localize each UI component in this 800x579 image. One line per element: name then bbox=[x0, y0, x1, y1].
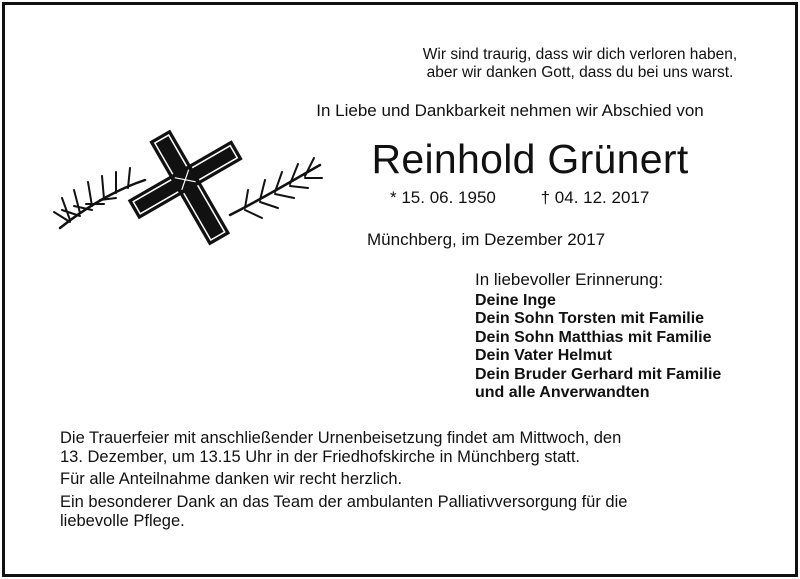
notice-border bbox=[2, 2, 798, 577]
mourner-item: und alle Anverwandten bbox=[475, 384, 650, 402]
special-thanks-line-1: Ein besonderer Dank an das Team der ambulanten Palliativversorgung für die bbox=[60, 493, 628, 511]
funeral-line-2: 13. Dezember, um 13.15 Uhr in der Friedhofskirche in Münchberg statt. bbox=[60, 448, 580, 466]
special-thanks bbox=[60, 493, 627, 531]
mourner-item: Dein Bruder Gerhard mit Familie bbox=[475, 365, 722, 383]
mourner-item: Dein Sohn Torsten mit Familie bbox=[475, 310, 705, 328]
thanks-text: Für alle Anteilnahme danken wir recht herzlich. bbox=[60, 470, 403, 488]
life-dates bbox=[390, 188, 649, 208]
mourner-item: Dein Sohn Matthias mit Familie bbox=[475, 328, 712, 346]
intro-text: In Liebe und Dankbarkeit nehmen wir Abschied von bbox=[316, 101, 704, 120]
funeral-line-1: Die Trauerfeier mit anschließender Urnenbeisetzung findet am Mittwoch, den bbox=[60, 429, 622, 447]
cross-with-palm-branches-icon bbox=[40, 120, 330, 260]
mourner-item: Deine Inge bbox=[475, 292, 556, 309]
mourner-item: Dein Vater Helmut bbox=[475, 347, 612, 365]
verse-line-2: aber wir danken Gott, dass du bei uns warst. bbox=[426, 64, 734, 81]
memory-label: In liebevoller Erinnerung: bbox=[475, 270, 664, 289]
place-date: Münchberg, im Dezember 2017 bbox=[367, 230, 606, 249]
verse bbox=[420, 46, 740, 82]
mourners-list bbox=[475, 292, 721, 402]
death-date: † 04. 12. 2017 bbox=[540, 188, 650, 207]
special-thanks-line-2: liebevolle Pflege. bbox=[60, 512, 185, 530]
verse-line-1: Wir sind traurig, dass wir dich verloren haben, bbox=[422, 46, 738, 63]
deceased-name: Reinhold Grünert bbox=[371, 136, 689, 182]
funeral-info bbox=[60, 429, 621, 467]
birth-date: * 15. 06. 1950 bbox=[390, 188, 496, 207]
